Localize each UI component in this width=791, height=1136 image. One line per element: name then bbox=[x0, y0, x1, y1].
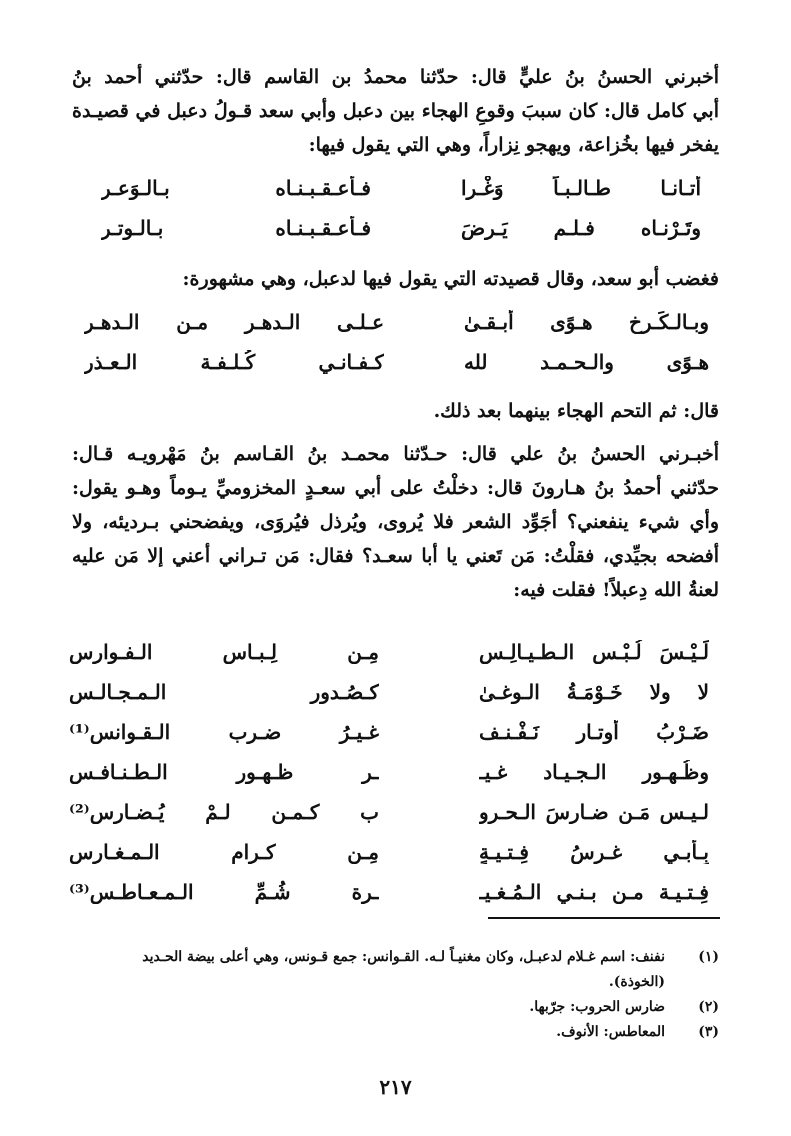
text-line: لعنةُ الله دِعبلاً! فقلت فيه: bbox=[513, 579, 719, 601]
footnote-number: (٢) bbox=[698, 999, 719, 1015]
verse-second-hemistich: ـر ظـهـور الـطـنـافـس bbox=[69, 760, 379, 784]
verse-second-hemistich: كـصُـدور الـمـجـالـس bbox=[69, 680, 379, 704]
verse-line bbox=[69, 840, 709, 880]
verse-block-1 bbox=[101, 176, 701, 256]
footnote-text: ضارس الحروب: جرّبها. bbox=[529, 999, 665, 1015]
verse-second-hemistich: فـأعـقـبـنـاه بـالـوِتـر bbox=[101, 216, 371, 240]
footnotes bbox=[72, 945, 719, 1045]
verse-line bbox=[69, 720, 709, 760]
verse-line bbox=[69, 640, 709, 680]
paragraph-2 bbox=[72, 262, 719, 296]
verse-first-hemistich: لـيـس مَـن ضـارسَ الـحـرو bbox=[479, 800, 709, 824]
footnote-2 bbox=[72, 995, 719, 1020]
text-line: فغضب أبو سعد، وقال قصيدته التي يقول فيها لدعبل، وهي مشهورة: bbox=[182, 268, 719, 290]
verse-line bbox=[101, 176, 701, 216]
paragraph-1 bbox=[72, 60, 719, 162]
verse-first-hemistich: ضَـرْبُ أوتـار نَـفْـنـف bbox=[479, 720, 709, 744]
verse-first-hemistich: وبـالـكَـرخ هـوًى أبـقـىٰ bbox=[464, 310, 709, 334]
footnote-number: (١) bbox=[698, 949, 719, 965]
verse-line bbox=[69, 800, 709, 840]
verse-first-hemistich: لَـيْـسَ لُـبْـس الـطـيـالِـس bbox=[479, 640, 709, 664]
verse-second-hemistich: فـأعـقـبـنـاه بـالـوَعـر bbox=[101, 176, 371, 200]
text-line: أخبرني الحسنُ بنُ عليٍّ قال: حدّثنا محمدُ بن القاسم قال: حدّثني أحمد بنُ bbox=[72, 66, 719, 88]
paragraph-4 bbox=[72, 437, 719, 607]
verse-block-2 bbox=[84, 310, 709, 390]
page-number: ٢١٧ bbox=[379, 1075, 412, 1099]
verse-line bbox=[84, 310, 709, 350]
verse-line bbox=[69, 760, 709, 800]
verse-line bbox=[69, 680, 709, 720]
footnote-1 bbox=[72, 945, 719, 995]
verse-line bbox=[101, 216, 701, 256]
text-line: يفخر فيها بخُزاعة، ويهجو نِزاراً، وهي التي يقول فيها: bbox=[308, 134, 719, 156]
verse-line bbox=[69, 880, 709, 920]
verse-second-hemistich: ـرة شُـمِّ الـمـعـاطـس⁽³⁾ bbox=[69, 880, 379, 904]
text-line: أخبـرني الحسنُ بنُ علي قال: حـدّثنا محمـد بنُ القـاسم بنُ مَهْرويـه قـال: bbox=[72, 443, 719, 465]
footnote-text: (الخوذة). bbox=[608, 974, 665, 990]
verse-second-hemistich: كـفـانـي كُـلـفـة الـعـذر bbox=[84, 350, 384, 374]
verse-first-hemistich: وظُـهـور الـجـيـاد غـيـ bbox=[479, 760, 709, 784]
verse-second-hemistich: ب كـمـن لـمْ يُـضـارس⁽²⁾ bbox=[69, 800, 379, 824]
text-line: وأي شيء ينفعني؟ أجَوِّد الشعر فلا يُروى، ويُرذل فيُروَى، ويفضحني بـرديئه، ولا bbox=[72, 511, 719, 533]
verse-first-hemistich: بِـأبـي غـرسُ فِـتـيـةٍ bbox=[479, 840, 709, 864]
text-line: أفضحه بجيِّدي، فقلْتُ: مَن تَعني يا أبا سعـد؟ فقال: مَن تـراني أعني إلا مَن عليه bbox=[72, 545, 719, 567]
verse-first-hemistich: وتَـرْنـاه فـلـم يَـرضَ bbox=[461, 216, 701, 240]
footnote-separator bbox=[488, 917, 720, 919]
verse-first-hemistich: أتـانـا طـالـبـاً وَغْـرا bbox=[461, 176, 701, 200]
verse-second-hemistich: عـلـى الـدهـر مـن الـدهـر bbox=[84, 310, 384, 334]
verse-line bbox=[84, 350, 709, 390]
footnote-number: (٣) bbox=[698, 1024, 719, 1040]
verse-first-hemistich: فِـتـيـة مـن بـنـي الـمُـغـيـ bbox=[479, 880, 709, 904]
text-line: حدّثني أحمدُ بنُ هـارونَ قال: دخلْتُ على أبي سعـدٍ المخزوميِّ يـوماً وهـو يقول: bbox=[72, 477, 719, 499]
paragraph-3 bbox=[72, 394, 719, 428]
text-line: أبي كامل قال: كان سببَ وقوعِ الهجاء بين دعبل وأبي سعد قـولُ دعبل في قصيـدة bbox=[72, 100, 719, 122]
footnote-3 bbox=[72, 1020, 719, 1045]
verse-second-hemistich: غـيـرُ ضـرب الـقـوانس⁽¹⁾ bbox=[69, 720, 379, 744]
verse-second-hemistich: مِـن لِـبـاس الـفـوارسِ bbox=[69, 640, 379, 664]
verse-block-3 bbox=[69, 640, 709, 920]
verse-first-hemistich: لا ولا خَـوْمَـةُ الـوغـىٰ bbox=[479, 680, 709, 704]
verse-first-hemistich: هـوًى والـحـمـد لله bbox=[464, 350, 709, 374]
footnote-text: نفنف: اسم غـلام لدعبـل، وكان مغنيـاً لـه. القـوانس: جمع قـونس، وهي أعلى بيضة الحـديد bbox=[142, 949, 665, 965]
text-line: قال: ثم التحم الهجاء بينهما بعد ذلك. bbox=[433, 400, 719, 422]
footnote-text: المعاطس: الأنوف. bbox=[556, 1024, 665, 1040]
verse-second-hemistich: مِـن كـرام الـمـغـارس bbox=[69, 840, 379, 864]
